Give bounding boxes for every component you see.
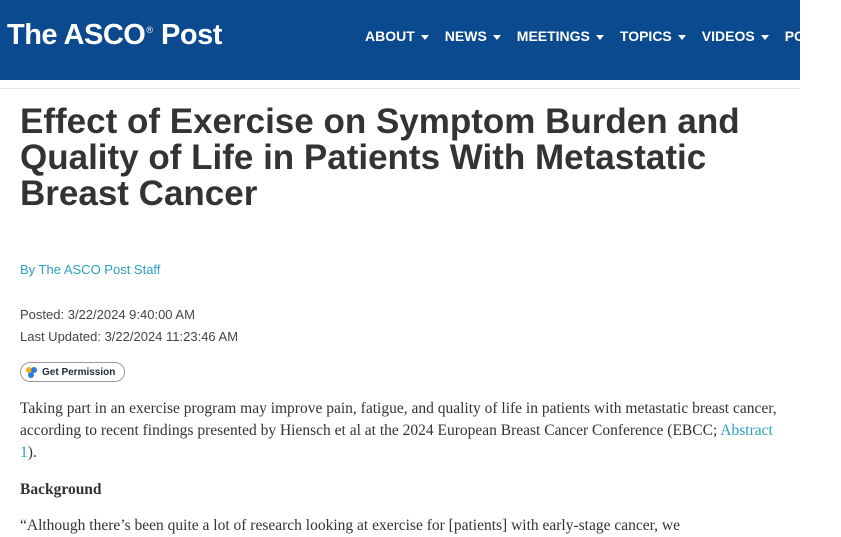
chevron-down-icon	[421, 35, 429, 40]
nav-label: VIDEOS	[701, 28, 755, 44]
nav-label: MEETINGS	[516, 28, 590, 44]
header-divider	[0, 88, 800, 89]
abstract-link[interactable]: Abstract 1	[20, 422, 773, 461]
chevron-down-icon	[596, 35, 604, 40]
site-header	[0, 0, 826, 80]
chevron-down-icon	[678, 35, 686, 40]
get-permission-button[interactable]	[20, 362, 125, 382]
nav-item-podcasts[interactable]	[785, 28, 825, 44]
posted-date	[20, 307, 195, 322]
article-quote-paragraph: “Although there’s been quite a lot of research looking at exercise for [patients] with early-stage cancer, we	[20, 517, 681, 534]
intro-end: ).	[27, 444, 37, 461]
nav-item-topics[interactable]	[620, 28, 686, 44]
main-nav	[365, 28, 841, 44]
last-updated-date	[20, 329, 238, 344]
chevron-down-icon	[493, 35, 501, 40]
site-logo[interactable]	[7, 19, 222, 52]
logo-text-main: The ASCO	[7, 19, 146, 51]
nav-label: ABOUT	[365, 28, 415, 44]
nav-item-about[interactable]	[365, 28, 429, 44]
nav-item-videos[interactable]	[702, 28, 769, 44]
article-intro-paragraph	[20, 398, 790, 464]
chevron-down-icon	[761, 35, 769, 40]
article-byline[interactable]: By The ASCO Post Staff	[20, 262, 161, 277]
nav-label: NEWS	[444, 28, 487, 44]
logo-registered-mark: ®	[146, 25, 153, 36]
updated-value: 3/22/2024 11:23:46 AM	[104, 329, 239, 344]
article-title: Effect of Exercise on Symptom Burden and Quality of Life in Patients With Metastatic Breast Cancer	[20, 102, 740, 213]
intro-text: Taking part in an exercise program may improve pain, fatigue, and quality of life in patients with metastatic breast cancer, according to recent findings presented by Hiensch et al at the 2024 European Breast Cancer Conference (EBCC;	[20, 400, 777, 439]
nav-item-news[interactable]	[445, 28, 501, 44]
logo-text-post: Post	[153, 19, 222, 51]
nav-label: PODC	[784, 28, 826, 44]
posted-value: 3/22/2024 9:40:00 AM	[67, 307, 195, 322]
posted-label: Posted:	[20, 307, 65, 322]
copyright-permission-icon	[26, 367, 37, 378]
get-permission-label: Get Permission	[42, 366, 116, 378]
updated-label: Last Updated:	[20, 329, 101, 344]
section-heading-background: Background	[20, 481, 102, 498]
nav-label: TOPICS	[619, 28, 672, 44]
nav-item-meetings[interactable]	[517, 28, 604, 44]
